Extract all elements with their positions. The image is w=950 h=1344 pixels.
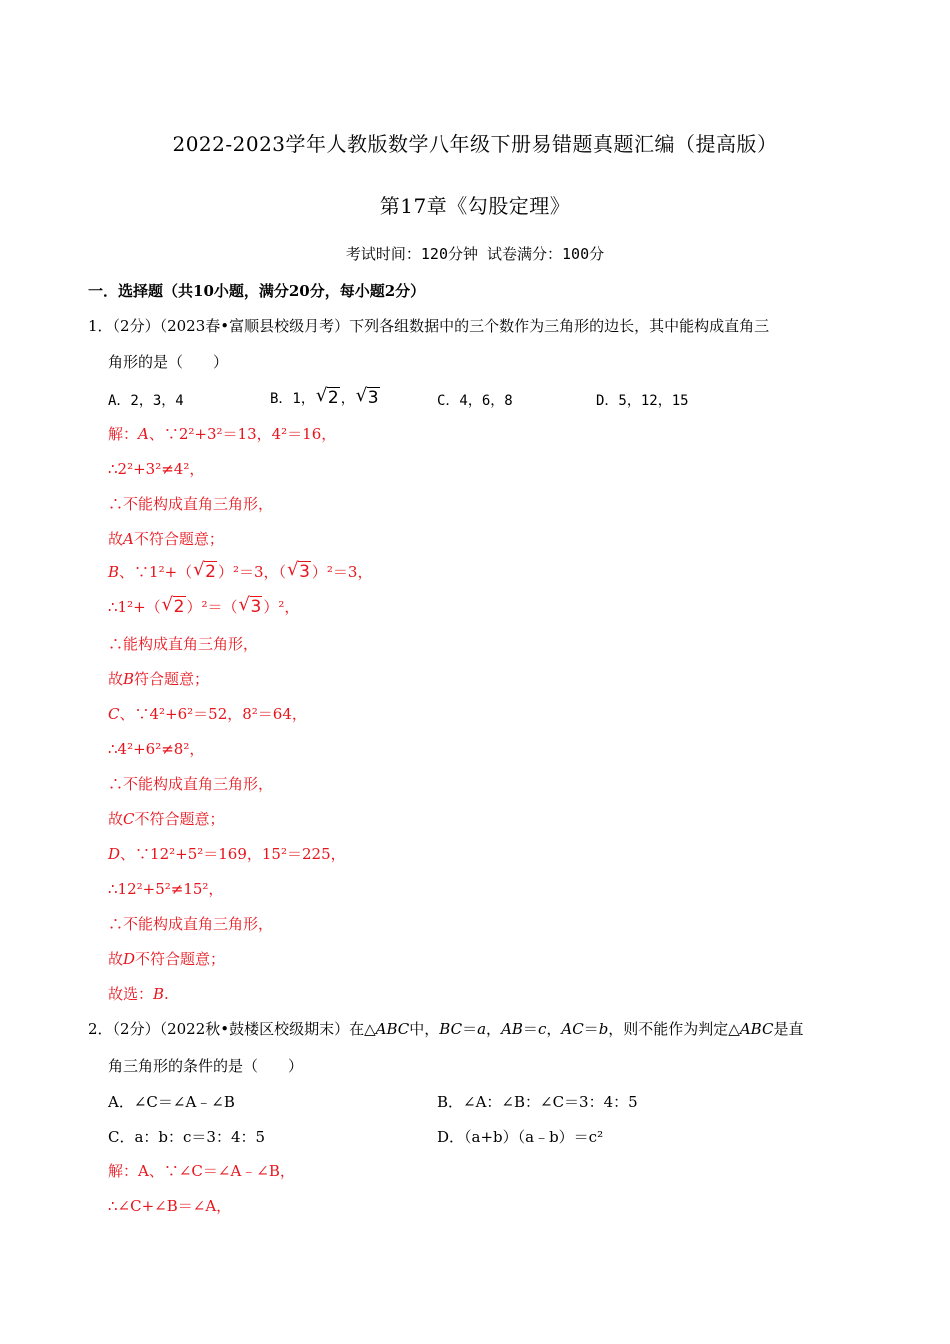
sqrt-symbol: √ 2 xyxy=(162,597,186,617)
q1-option-c: C．4，6，8 xyxy=(437,393,513,409)
q2-solution-line2: ∴∠C+∠B＝∠A， xyxy=(108,1197,232,1215)
q1-solution-b-line1: B、∵1²+（√ 2 ）²＝3，（√ 3 ）²＝3， xyxy=(108,562,372,582)
exam-meta: 考试时间：120分钟 试卷满分：100分 xyxy=(345,245,605,263)
q1-solution-a-line3: ∴不能构成直角三角形， xyxy=(108,495,274,513)
sqrt-symbol: √ 3 xyxy=(287,562,311,582)
q1-solution-a-line4: 故A不符合题意； xyxy=(108,530,224,548)
q1-solution-c-line2: ∴4²+6²≠8²， xyxy=(108,740,205,758)
sqrt-symbol: √ 3 xyxy=(356,388,380,408)
sqrt-symbol: √ 2 xyxy=(193,562,217,582)
q1-solution-d-line1: D、∵12²+5²＝169，15²＝225， xyxy=(108,845,346,863)
q1-solution-b-line4: 故B符合题意； xyxy=(108,670,210,688)
q2-option-c: C．a：b：c＝3：4：5 xyxy=(108,1128,266,1146)
q2-solution-line1: 解：A、∵∠C＝∠A﹣∠B， xyxy=(108,1162,295,1180)
q1-solution-c-line3: ∴不能构成直角三角形， xyxy=(108,775,274,793)
q2-stem-line1: 2．（2分）（2022秋•鼓楼区校级期末）在△ABC中，BC＝a，AB＝c，AC＝b，则不能作为判定△ABC是直 xyxy=(88,1020,804,1038)
sqrt-symbol: √ 2 xyxy=(316,388,340,408)
q1-solution-b-line2: ∴1²+（√ 2 ）²＝（√ 3 ）²， xyxy=(108,597,299,617)
q1-solution-a-line2: ∴2²+3²≠4²， xyxy=(108,460,205,478)
q1-solution-c-line4: 故C不符合题意； xyxy=(108,810,225,828)
q2-stem-line2: 角三角形的条件的是（ ） xyxy=(108,1057,304,1075)
chapter-title: 第17章《勾股定理》 xyxy=(379,194,571,218)
q1-solution-a-line1: 解：A、∵2²+3²＝13，4²＝16， xyxy=(108,425,337,443)
section-heading: 一．选择题（共10小题，满分20分，每小题2分） xyxy=(88,282,426,300)
q1-solution-d-line2: ∴12²+5²≠15²， xyxy=(108,880,224,898)
q2-option-d: D．（a+b）（a﹣b）＝c² xyxy=(437,1128,604,1146)
q1-solution-d-line3: ∴不能构成直角三角形， xyxy=(108,915,274,933)
document-title: 2022-2023学年人教版数学八年级下册易错题真题汇编（提高版） xyxy=(172,132,778,156)
q1-stem-line1: 1．（2分）（2023春•富顺县校级月考）下列各组数据中的三个数作为三角形的边长，其中能构成直角三 xyxy=(88,317,770,335)
q1-solution-c-line1: C、∵4²+6²＝52，8²＝64， xyxy=(108,705,307,723)
q1-option-b: B．1，√ 2 ，√ 3 xyxy=(270,388,381,409)
q1-solution-d-line4: 故D不符合题意； xyxy=(108,950,226,968)
q2-option-a: A．∠C＝∠A﹣∠B xyxy=(108,1093,235,1111)
q1-solution-b-line3: ∴能构成直角三角形， xyxy=(108,635,259,653)
q1-option-d: D．5，12，15 xyxy=(596,393,689,409)
q2-option-b: B．∠A：∠B：∠C＝3：4：5 xyxy=(437,1093,638,1111)
q1-option-a: A．2，3，4 xyxy=(108,393,184,409)
q1-final-answer: 故选：B. xyxy=(108,985,169,1003)
sqrt-symbol: √ 3 xyxy=(239,597,263,617)
q1-stem-line2: 角形的是（ ） xyxy=(108,353,229,371)
